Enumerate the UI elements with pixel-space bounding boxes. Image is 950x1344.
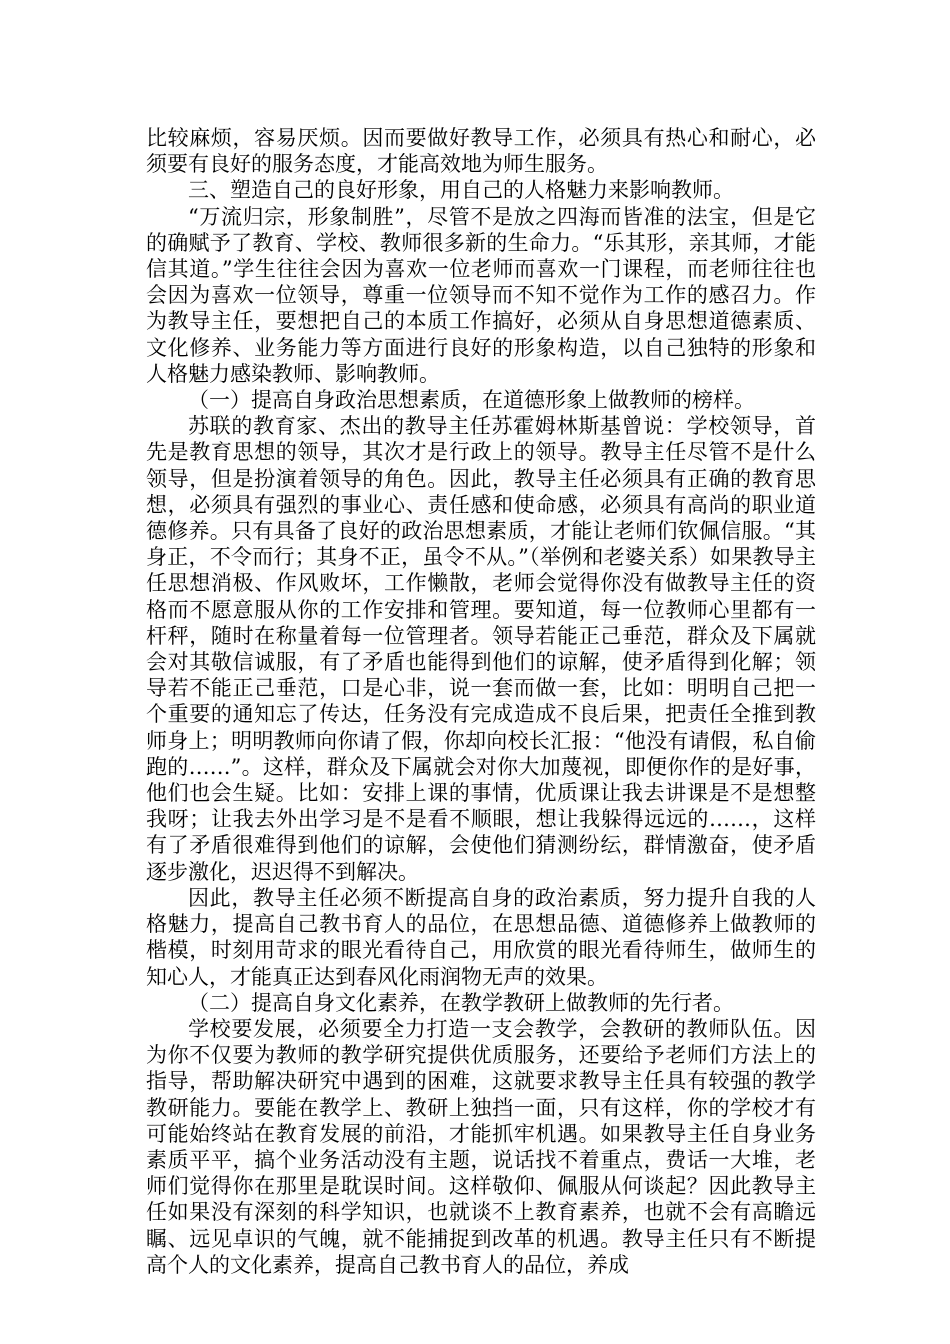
paragraph-political: 苏联的教育家、杰出的教导主任苏霍姆林斯基曾说：学校领导，首先是教育思想的领导，其次才是行政上的领导。教导主任尽管不是什么领导，但是扮演着领导的角色。因此，教导主任必须具有正确的教育思想，必须具有强烈的事业心、责任感和使命感，必须具有高尚的职业道德修养。只有具备了良好的政治思想素质，才能让老师们钦佩信服。“其身正，不令而行；其身不正，虽令不从。”（举例和老婆关系）如果教导主任思想消极、作风败坏，工作懒散，老师会觉得你没有做教导主任的资格而不愿意服从你的工作安排和管理。要知道，每一位教师心里都有一杆秤，随时在称量着每一位管理者。领导若能正己垂范，群众及下属就会对其敬信诚服，有了矛盾也能得到他们的谅解，使矛盾得到化解；领导若不能正己垂范，口是心非，说一套而做一套，比如：明明自己把一个重要的通知忘了传达，任务没有完成造成不良后果，把责任全推到教师身上；明明教师向你请了假，你却向校长汇报：“他没有请假，私自偷跑的……”。这样，群众及下属就会对你大加蔑视，即便你作的是好事，他们也会生疑。比如：安排上课的事情，优质课让我去讲课是不是想整我呀；让我去外出学习是不是看不顺眼，想让我躲得远远的……，这样有了矛盾很难得到他们的谅解，会使他们猜测纷纭，群情激奋，使矛盾逐步激化，迟迟得不到解决。	[146, 414, 816, 884]
subsection-heading-1: （一）提高自身政治思想素质，在道德形象上做教师的榜样。	[188, 388, 755, 413]
paragraph-culture: 学校要发展，必须要全力打造一支会教学，会教研的教师队伍。因为你不仅要为教师的教学研究提供优质服务，还要给予老师们方法上的指导，帮助解决研究中遇到的困难，这就要求教导主任具有较强的教学教研能力。要能在教学上、教研上独挡一面，只有这样，你的学校才有可能始终站在教育发展的前沿，才能抓牢机遇。如果教导主任自身业务素质平平，搞个业务活动没有主题，说话找不着重点，费话一大堆，老师们觉得你在那里是耽误时间。这样敬仰、佩服从何谈起？因此教导主任如果没有深刻的科学知识，也就谈不上教育素养，也就不会有高瞻远瞩、远见卓识的气魄，就不能捕捉到改革的机遇。教导主任只有不断提高个人的文化素养，提高自己教书育人的品位，养成	[146, 1016, 816, 1277]
section-heading-3: 三、塑造自己的良好形象，用自己的人格魅力来影响教师。	[188, 178, 734, 203]
paragraph-conclusion: 因此，教导主任必须不断提高自身的政治素质，努力提升自我的人格魅力，提高自己教书育人的品位，在思想品德、道德修养上做教师的楷模，时刻用苛求的眼光看待自己，用欣赏的眼光看待师生，做师生的知心人，才能真正达到春风化雨润物无声的效果。	[146, 885, 816, 989]
subsection-heading-2: （二）提高自身文化素养，在教学教研上做教师的先行者。	[188, 990, 734, 1015]
paragraph-1: 比较麻烦，容易厌烦。因而要做好教导工作，必须具有热心和耐心，必须要有良好的服务态度，才能高效地为师生服务。	[146, 126, 816, 177]
paragraph-image: “万流归宗，形象制胜”，尽管不是放之四海而皆准的法宝，但是它的确赋予了教育、学校、教师很多新的生命力。“乐其形，亲其师，才能信其道。”学生往往会因为喜欢一位老师而喜欢一门课程，而老师往往也会因为喜欢一位领导，尊重一位领导而不知不觉作为工作的感召力。作为教导主任，要想把自己的本质工作搞好，必须从自身思想道德素质、文化修养、业务能力等方面进行良好的形象构造，以自己独特的形象和人格魅力感染教师、影响教师。	[146, 204, 816, 386]
document-page	[146, 125, 816, 1278]
